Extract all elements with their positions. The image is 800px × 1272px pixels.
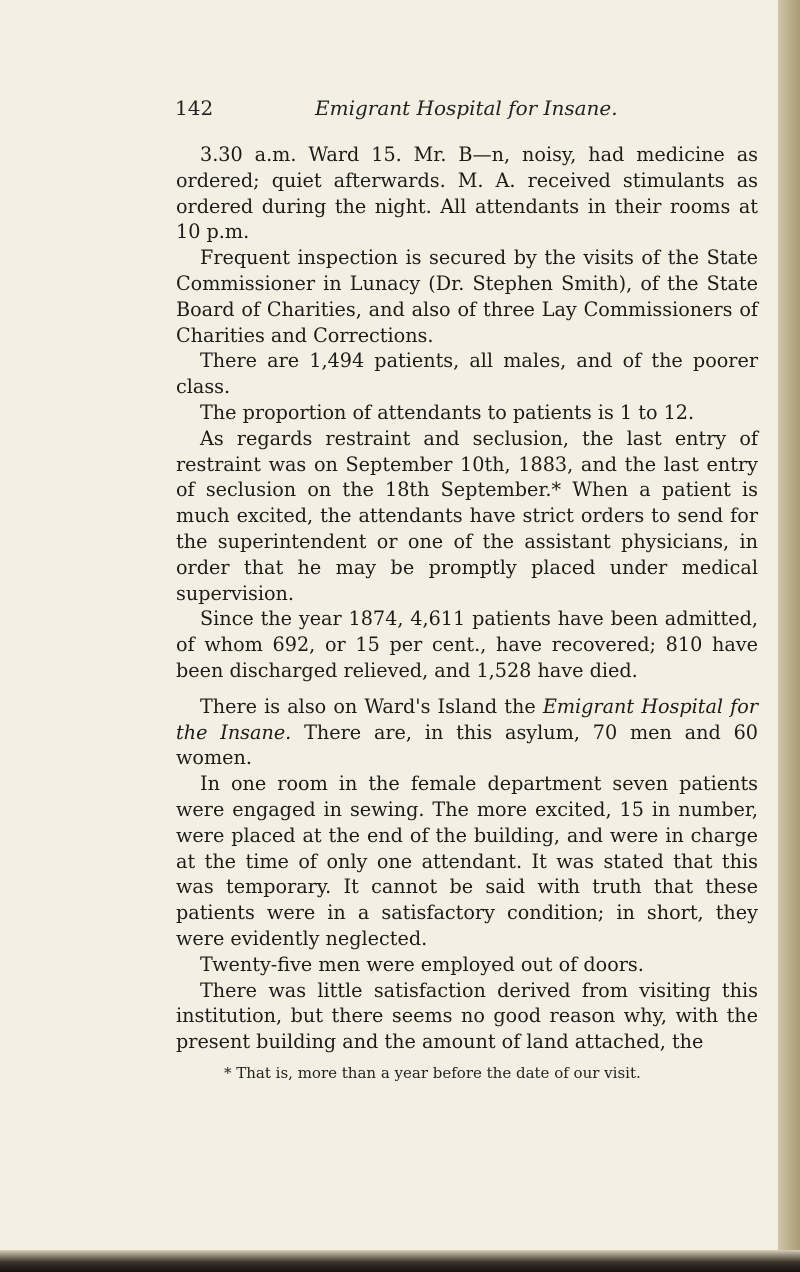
paragraph: There was little satisfaction derived from visiting this institution, but there seems no good reason why, with the present building and the amount of land attached, the xyxy=(176,978,758,1054)
page-number: 142 xyxy=(175,96,214,120)
paragraph: The proportion of attendants to patients is 1 to 12. xyxy=(200,400,695,424)
paragraph: In one room in the female department seven patients were engaged in sewing. The more excited, 15 in number, were placed at the end of the building, and were in charge at the time of only one attendant. It was stated that this was temporary. It cannot be said with truth that these patients were in a satisfactory condition; in short, they were evidently neglected. xyxy=(176,772,758,950)
paragraph: As regards restraint and seclusion, the last entry of restraint was on September 10th, 1883, and the last entry of seclusion on the 18th September.* When a patient is much excited, the attendants have strict orders to send for the superintendent or one of the assistant physicians, in order that he may be promptly placed under medical supervision. xyxy=(176,426,758,605)
paragraph: There are 1,494 patients, all males, and of the poorer class. xyxy=(176,349,758,399)
paragraph: Since the year 1874, 4,611 patients have been admitted, of whom 692, or 15 per cent., have recovered; 810 have been discharged relieved, and 1,528 have died. xyxy=(176,607,758,682)
running-head xyxy=(175,96,775,120)
footnote: * That is, more than a year before the date of our visit. xyxy=(224,1064,641,1082)
paragraph-emigrant-hospital xyxy=(176,694,758,771)
body-text xyxy=(176,142,758,1055)
page-bottom-edge xyxy=(0,1250,800,1272)
running-title: Emigrant Hospital for Insane. xyxy=(315,96,618,120)
paragraph: Frequent inspection is secured by the visits of the State Commissioner in Lunacy (Dr. Stephen Smith), of the State Board of Charities, and also of three Lay Commissioners of Charities and Corrections. xyxy=(176,246,758,347)
paragraph-text: There are, in this asylum, 70 men and 60 women. xyxy=(176,720,758,770)
paragraph-text: There is also on Ward's Island the xyxy=(200,694,543,718)
paragraph: 3.30 a.m. Ward 15. Mr. B—n, noisy, had medicine as ordered; quiet afterwards. M. A. received stimulants as ordered during the night. All attendants in their rooms at 10 p.m. xyxy=(176,143,758,244)
book-gutter xyxy=(778,0,800,1272)
paragraph: Twenty-five men were employed out of doors. xyxy=(200,952,644,976)
hospital-name: Emigrant Hospital for the Insane. xyxy=(176,694,758,744)
